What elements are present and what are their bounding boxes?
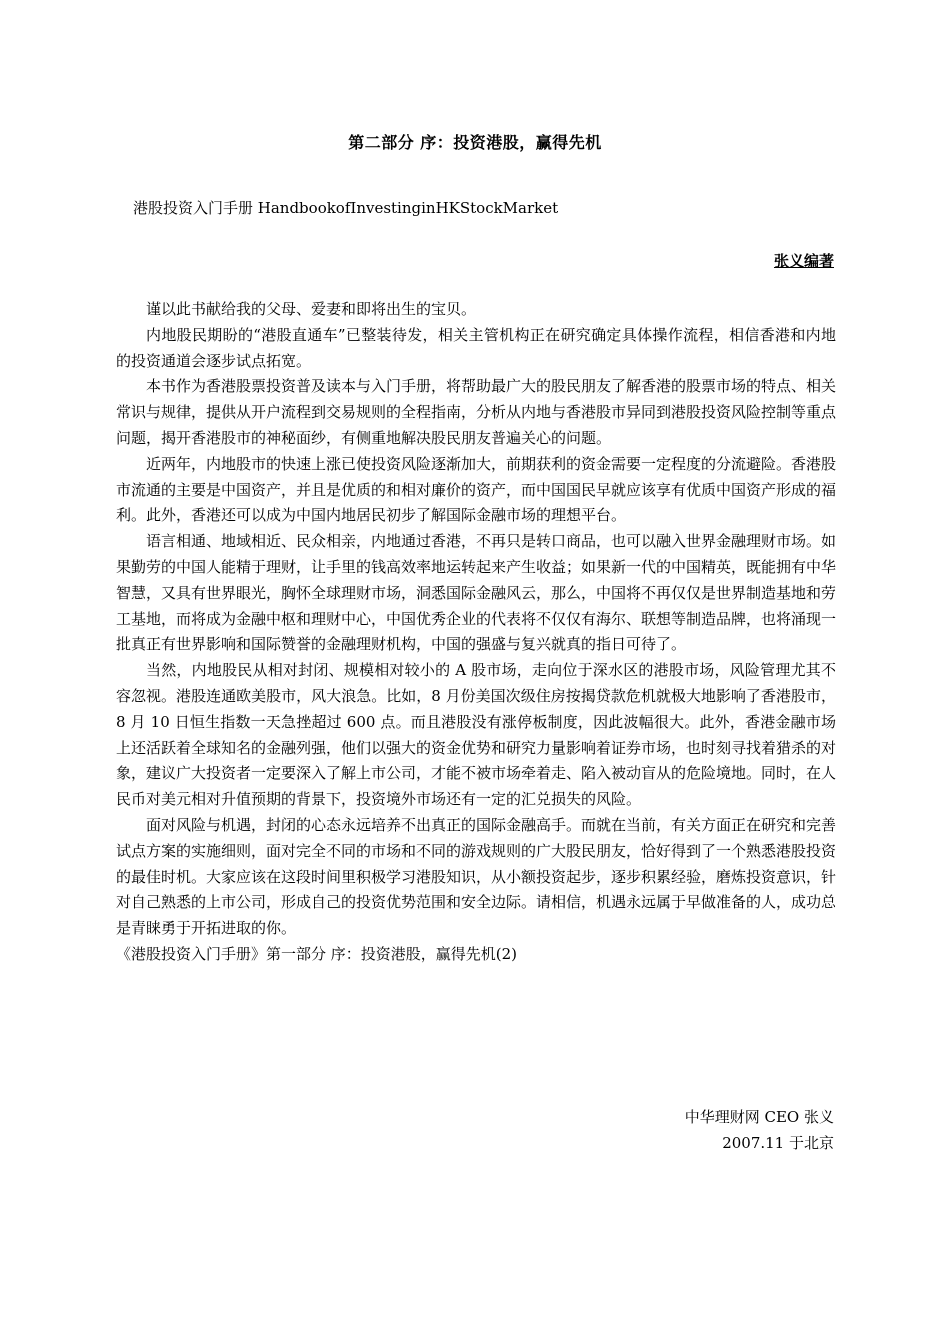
paragraph: 语言相通、地域相近、民众相亲，内地通过香港，不再只是转口商品，也可以融入世界金融理财市场。如果勤劳的中国人能精于理财，让手里的钱高效率地运转起来产生收益；如果新一代的中国精英，既能拥有中华智慧，又具有世界眼光，胸怀全球理财市场，洞悉国际金融风云，那么，中国将不再仅仅是世界制造基地和劳工基地，而将成为金融中枢和理财中心，中国优秀企业的代表将不仅仅有海尔、联想等制造品牌，也将涌现一批真正有世界影响和国际赞誉的金融理财机构，中国的强盛与复兴就真的指日可待了。: [116, 532, 837, 654]
document-title: 第二部分 序：投资港股，赢得先机: [348, 133, 602, 152]
paragraph: 内地股民期盼的“港股直通车”已整装待发，相关主管机构正在研究确定具体操作流程，相信香港和内地的投资通道会逐步试点拓宽。: [116, 325, 836, 370]
document-subtitle: 港股投资入门手册 HandbookofInvestinginHKStockMarket: [133, 199, 559, 217]
paragraph: 当然，内地股民从相对封闭、规模相对较小的 A 股市场，走向位于深水区的港股市场，风险管理尤其不容忽视。港股连通欧美股市，风大浪急。比如，8 月份美国次级住房按揭贷款危机就极大地影响了香港股市，8 月 10 日恒生指数一天急挫超过 600 点。而且港股没有涨停板制度，因此波幅很大。此外，香港金融市场上还活跃着全球知名的金融列强，他们以强大的资金优势和研究力量影响着证券市场，也时刻寻找着猎杀的对象，建议广大投资者一定要深入了解上市公司，才能不被市场牵着走、陷入被动盲从的危险境地。同时，在人民币对美元相对升值预期的背景下，投资境外市场还有一定的汇兑损失的风险。: [116, 661, 837, 809]
author-line: 张义编著: [773, 252, 834, 270]
paragraph: 近两年，内地股市的快速上涨已使投资风险逐渐加大，前期获利的资金需要一定程度的分流避险。香港股市流通的主要是中国资产，并且是优质的和相对廉价的资产，而中国国民早就应该享有优质中国资产形成的福利。此外，香港还可以成为中国内地居民初步了解国际金融市场的理想平台。: [116, 454, 837, 525]
paragraph: 本书作为香港股票投资普及读本与入门手册，将帮助最广大的股民朋友了解香港的股票市场的特点、相关常识与规律，提供从开户流程到交易规则的全程指南，分析从内地与香港股市异同到港股投资风险控制等重点问题，揭开香港股市的神秘面纱，有侧重地解决股民朋友普遍关心的问题。: [116, 377, 837, 447]
signature-name: 中华理财网 CEO 张义: [684, 1108, 834, 1126]
paragraph: 面对风险与机遇，封闭的心态永远培养不出真正的国际金融高手。而就在当前，有关方面正在研究和完善试点方案的实施细则，面对完全不同的市场和不同的游戏规则的广大股民朋友，恰好得到了一个熟悉港股投资的最佳时机。大家应该在这段时间里积极学习港股知识，从小额投资起步，逐步积累经验，磨炼投资意识，针对自己熟悉的上市公司，形成自己的投资优势范围和安全边际。请相信，机遇永远属于早做准备的人，成功总是青睐勇于开拓进取的你。: [116, 815, 837, 938]
body-text: [116, 297, 836, 968]
paragraph-dedication: 谨以此书献给我的父母、爱妻和即将出生的宝贝。: [146, 300, 477, 318]
section-reference: 《港股投资入门手册》第一部分 序：投资港股，赢得先机(2): [116, 944, 518, 963]
signature-date: 2007.11 于北京: [722, 1134, 834, 1152]
